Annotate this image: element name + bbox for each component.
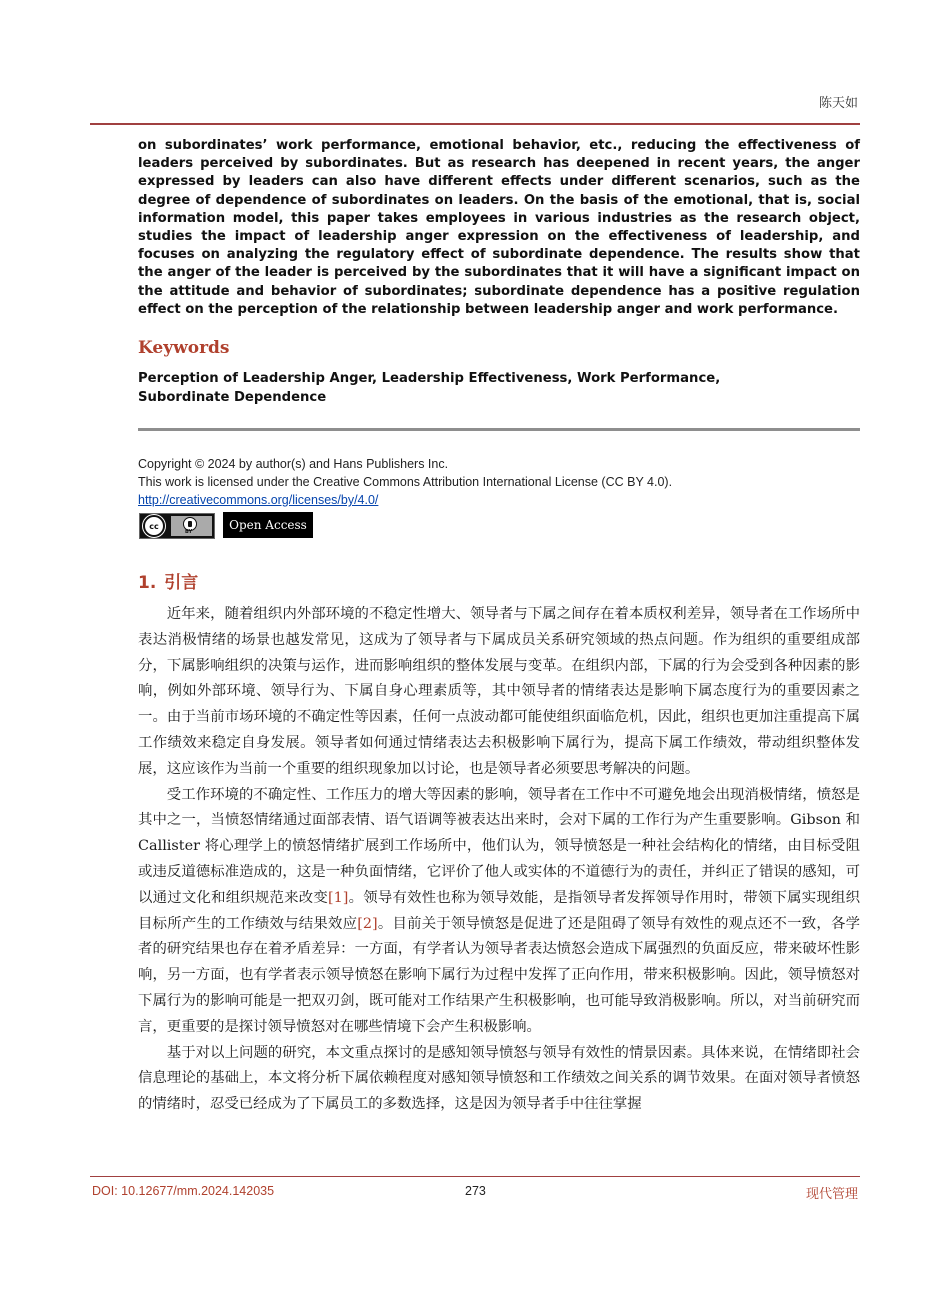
- creative-commons-icon: cc: [143, 515, 165, 537]
- attribution-icon: [171, 516, 212, 536]
- by-label: BY: [185, 529, 193, 535]
- keywords-list: [138, 369, 838, 407]
- keywords-line: Subordinate Dependence: [138, 390, 327, 405]
- section-heading: [138, 568, 206, 593]
- paragraph: 近年来，随着组织内外部环境的不稳定性增大、领导者与下属之间存在着本质权利差异，领导者在工作场所中表达消极情绪的场景也越发常见，这成为了领导者与下属成员关系研究领域的热点问题。作为组织的重要组成部分，下属影响组织的决策与运作，进而影响组织的整体发展与变革。在组织内部，下属的行为会受到各种因素的影响，例如外部环境、领导行为、下属自身心理素质等，其中领导者的情绪表达是影响下属态度行为的重要因素之一。由于当前市场环境的不确定性等因素，任何一点波动都可能使组织面临危机，因此，组织也更加注重提高下属工作绩效来稳定自身发展。领导者如何通过情绪表达去积极影响下属行为，提高下属工作绩效，带动组织整体发展，这应该作为当前一个重要的组织现象加以讨论，也是领导者必须要思考解决的问题。: [138, 606, 860, 777]
- paragraph-text: 受工作环境的不确定性、工作压力的增大等因素的影响，领导者在工作中不可避免地会出现消极情绪，愤怒是其中之一，当愤怒情绪通过面部表情、语气语调等被表达出来时，会对下属的工作行为产生重要影响。Gibson 和 Callister 将心理学上的愤怒情绪扩展到工作场所中，他们认为，领导愤怒是一种社会结构化的情绪，由目标受阻或违反道德标准造成的，这是一种负面情绪，它评价了他人或实体的不道德行为的责任，并纠正了错误的感知，可以通过文化和组织规范来改变: [138, 786, 860, 906]
- keywords-heading: Keywords: [138, 338, 230, 358]
- section-number: 1.: [138, 573, 157, 593]
- journal-name: 现代管理: [805, 1187, 858, 1202]
- cc-by-license-badge[interactable]: [139, 513, 215, 539]
- paragraph-text: 。领导有效性也称为领导效能，是指领导者发挥领导作用时，带领下属实现组织目标所产生的工作绩效与结果效应: [138, 889, 860, 932]
- paragraph-text: 。目前关于领导愤怒是促进了还是阻碍了领导有效性的观点还不一致，各学者的研究结果也存在着矛盾差异：一方面，有学者认为领导者表达愤怒会造成下属强烈的负面反应，带来破坏性影响，另一方面，也有学者表示领导愤怒在影响下属行为过程中发挥了正向作用，带来积极影响。因此，领导愤怒对下属行为的影响可能是一把双刃剑，既可能对工作结果产生积极影响，也可能导致消极影响。所以，对当前研究而言，更重要的是探讨领导愤怒对在哪些情境下会产生积极影响。: [138, 915, 860, 1035]
- citation-link[interactable]: [1]: [328, 889, 349, 906]
- abstract-continuation: on subordinates’ work performance, emotional behavior, etc., reducing the effectiveness of leaders perceived by subordinates. But as research has deepened in recent years, the anger expressed by leaders can also have different effects under different scenarios, such as the degree of dependence of subordinates on leaders. On the basis of the emotional, that is, social information model, this paper takes employees in various industries as the research object, studies the impact of leadership anger expression on the effectiveness of leadership, and focuses on analyzing the regulatory effect of subordinate dependence. The results show that the anger of the leader is perceived by the subordinates that it will have a significant impact on the attitude and behavior of subordinates; subordinate dependence has a positive regulation effect on the perception of the relationship between leadership anger and work performance.: [138, 138, 860, 317]
- page-number: 273: [465, 1184, 486, 1198]
- footer-rule: [90, 1176, 860, 1177]
- footer-doi: DOI: 10.12677/mm.2024.142035: [92, 1184, 275, 1198]
- copyright-line: Copyright © 2024 by author(s) and Hans Publishers Inc.: [138, 457, 449, 471]
- section-title: 引言: [164, 573, 199, 593]
- license-line: This work is licensed under the Creative Commons Attribution International License (CC BY 4.0).: [138, 475, 673, 489]
- running-head-author: 陈天如: [818, 96, 858, 111]
- keywords-line: Perception of Leadership Anger, Leadership Effectiveness, Work Performance,: [138, 371, 721, 386]
- license-link[interactable]: http://creativecommons.org/licenses/by/4.0/: [138, 493, 379, 507]
- citation-link[interactable]: [2]: [357, 915, 378, 932]
- section-divider: [138, 428, 860, 431]
- body-text: [138, 602, 860, 1118]
- header-rule: [90, 123, 860, 125]
- paragraph: 基于对以上问题的研究，本文重点探讨的是感知领导愤怒与领导有效性的情景因素。具体来说，在情绪即社会信息理论的基础上，本文将分析下属依赖程度对感知领导愤怒和工作绩效之间关系的调节效果。在面对领导者愤怒的情绪时，忍受已经成为了下属员工的多数选择，这是因为领导者手中往往掌握: [138, 1044, 860, 1113]
- copyright-block: [138, 455, 860, 509]
- paragraph: [138, 783, 860, 1041]
- open-access-badge: Open Access: [223, 512, 313, 538]
